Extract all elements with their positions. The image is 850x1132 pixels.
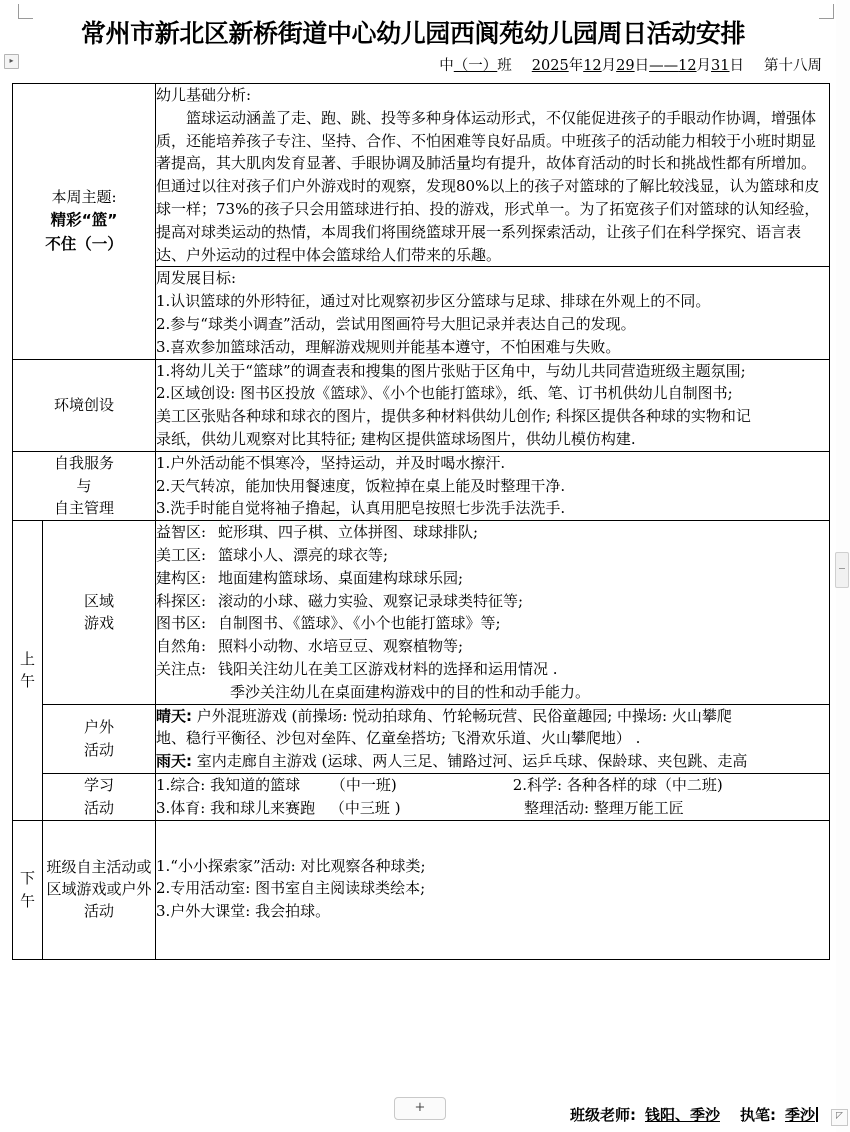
footer-signature [0, 1104, 836, 1125]
area-game-lead-6: 关注点: [156, 659, 207, 678]
sunny-label: 晴天: [156, 706, 192, 725]
self-service-label-line1: 自我服务 [53, 453, 114, 472]
outdoor-sunny-line-1 [156, 705, 829, 728]
weekly-plan-table [12, 83, 830, 960]
learning-label-line2: 活动 [83, 798, 114, 817]
environment-line-2: 2.区域创设: 图书区投放《篮球》、《小个也能打篮球》，纸、笔、订书机供幼儿自制图书; [156, 384, 733, 403]
outdoor-label-line1: 户外 [83, 717, 114, 736]
table-row-morning-learning [13, 773, 830, 820]
area-game-content-cell [156, 521, 830, 704]
learning-item-1: 1.综合: 我知道的篮球 [156, 775, 301, 794]
text-cursor [816, 1107, 818, 1122]
analysis-body: 篮球运动涵盖了走、跑、跳、投等多种身体运动形式，不仅能促进孩子的手眼动作协调，增强体质，还能培养孩子专注、坚持、合作、不怕困难等良好品质。中班孩子的活动能力相较于小班时期显著提高，其大肌肉发育显著、手眼协调及肺活量均有提升，故体育活动的时长和挑战性都有所增加。但通过以往对孩子们户外游戏时的观察，发现80%以上的孩子对篮球的了解比较浅显，认为篮球和皮球一样；73%的孩子只会用篮球进行拍、投的游戏，形式单一。为了拓宽孩子们对篮球的认知经验，提高对球类运动的热情，本周我们将围绕篮球开展一系列探索活动，让孩子们在科学探究、语言表达、户外运动的过程中体会篮球给人们带来的乐趣。 [156, 108, 820, 264]
area-game-lead-4: 图书区: [156, 614, 207, 633]
area-game-lead-1: 美工区: [156, 545, 207, 564]
outdoor-label-line2: 活动 [83, 740, 114, 759]
afternoon-content-cell [156, 820, 830, 959]
afternoon-item-3: 3.户外大课堂: 我会拍球。 [156, 902, 331, 921]
teacher-label: 班级老师: [569, 1106, 636, 1124]
area-game-focus-line [156, 658, 829, 681]
area-game-line [156, 590, 829, 613]
area-game-stub-cell [43, 521, 156, 704]
date-end-day: 31 [711, 58, 730, 74]
table-row-self-service [13, 451, 830, 520]
learning-row-1 [156, 774, 829, 797]
morning-label-line2: 午 [19, 672, 35, 691]
analysis-heading: 幼儿基础分析: [156, 86, 252, 104]
area-game-text-0: 蛇形琪、四子棋、立体拼图、球球排队; [218, 523, 479, 542]
table-row-morning-area-game [13, 521, 830, 704]
self-service-label-line3: 自主管理 [53, 499, 114, 518]
resize-grip-icon[interactable]: ◸ [831, 1109, 848, 1126]
day-unit-2: 日 [729, 58, 744, 74]
goal-item-1: 1.认识篮球的外形特征，通过对比观察初步区分篮球与足球、排球在外观上的不同。 [156, 292, 711, 311]
date-range-dash: —— [649, 58, 679, 74]
date-start-month: 12 [583, 58, 602, 74]
class-name: （一） [453, 58, 498, 74]
learning-item-2: 2.科学: 各种各样的球（中二班) [512, 775, 723, 794]
class-prefix: 中 [439, 58, 454, 74]
afternoon-label-line1: 下 [19, 868, 35, 887]
date-year: 2025 [531, 58, 569, 74]
learning-content-cell [156, 773, 830, 820]
afternoon-item-2: 2.专用活动室: 图书室自主阅读球类绘本; [156, 879, 426, 898]
date-start-day: 29 [616, 58, 635, 74]
date-end-month: 12 [678, 58, 697, 74]
self-service-content-cell [156, 451, 830, 520]
learning-stub-cell [43, 773, 156, 820]
page-title: 常州市新北区新桥街道中心幼儿园西阆苑幼儿园周日活动安排 [80, 19, 746, 48]
theme-stub-cell [13, 84, 156, 360]
environment-line-3: 美工区张贴各种球和球衣的图片，提供多种材料供幼儿创作; 科探区提供各种球的实物和记 [156, 407, 751, 426]
afternoon-label-line2: 午 [19, 891, 35, 910]
learning-item-1-wrap [156, 774, 513, 797]
area-game-focus-line-2: 季沙关注幼儿在桌面建构游戏中的目的性和动手能力。 [230, 682, 591, 701]
learning-item-3-wrap [156, 797, 500, 820]
area-game-lead-3: 科探区: [156, 591, 207, 610]
month-unit-1: 月 [601, 58, 617, 74]
basic-analysis-cell [156, 84, 830, 267]
ruler-toggle-icon[interactable]: ▸ [4, 54, 19, 69]
outdoor-rainy-line-1 [156, 750, 829, 773]
scrollbar-thumb[interactable] [835, 552, 849, 588]
year-unit: 年 [568, 58, 584, 74]
learning-label-line1: 学习 [83, 775, 114, 794]
afternoon-stub-cell [13, 820, 43, 959]
theme-name-line2: 不住（一） [45, 234, 123, 253]
learning-row-2 [156, 797, 829, 820]
area-game-text-6: 钱阳关注幼儿在美工区游戏材料的选择和运用情况 . [218, 659, 558, 678]
rainy-text-1: 室内走廊自主游戏 (运球、两人三足、铺路过河、运乒乓球、保龄球、夹包跳、走高 [196, 752, 748, 771]
outdoor-content-cell [156, 704, 830, 773]
area-game-line [156, 544, 829, 567]
area-game-label-line1: 区域 [83, 591, 114, 610]
morning-stub-cell [13, 521, 43, 820]
writer-label: 执笔: [739, 1106, 776, 1124]
vertical-scrollbar[interactable] [836, 0, 850, 1132]
area-game-line [156, 612, 829, 635]
self-service-item-3: 3.洗手时能自觉将袖子撸起，认真用肥皂按照七步洗手法洗手. [156, 499, 566, 518]
area-game-lead-2: 建构区: [156, 568, 207, 587]
area-game-line [156, 521, 829, 544]
environment-content-cell [156, 359, 830, 451]
sunny-text-1: 户外混班游戏 (前操场: 悦动拍球角、竹轮畅玩营、民俗童趣园; 中操场: 火山攀爬 [196, 706, 732, 725]
area-game-line [156, 567, 829, 590]
table-row-theme-analysis [13, 84, 830, 267]
area-game-text-4: 自制图书、《篮球》、《小个也能打篮球》等; [218, 614, 501, 633]
afternoon-item-1: 1.“小小探索家”活动: 对比观察各种球类; [156, 856, 426, 875]
writer-name: 季沙 [784, 1106, 815, 1124]
day-unit-1: 日 [634, 58, 650, 74]
learning-item-1-class: （中一班) [330, 775, 397, 794]
outdoor-sunny-line-2: 地、稳行平衡径、沙包对垒阵、亿童垒搭坊; 飞滑欢乐道、火山攀爬地） . [156, 729, 641, 748]
area-game-label-line2: 游戏 [83, 614, 114, 633]
environment-stub-cell: 环境创设 [13, 359, 156, 451]
weekly-goals-cell [156, 267, 830, 359]
outdoor-stub-cell [43, 704, 156, 773]
theme-name-line1: 精彩“篮” [50, 211, 118, 230]
self-service-stub-cell [13, 451, 156, 520]
goals-heading: 周发展目标: [156, 269, 237, 288]
area-game-lead-0: 益智区: [156, 523, 207, 542]
learning-item-3: 3.体育: 我和球儿来赛跑 [156, 798, 316, 817]
theme-label: 本周主题: [51, 188, 117, 207]
learning-item-3-class: （中三班 ) [329, 798, 401, 817]
area-game-line [156, 635, 829, 658]
rainy-label: 雨天: [156, 752, 192, 771]
area-game-text-3: 滚动的小球、磁力实验、观察记录球类特征等; [218, 591, 524, 610]
area-game-text-1: 篮球小人、漂亮的球衣等; [218, 545, 389, 564]
class-suffix: 班 [497, 58, 512, 74]
environment-line-4: 录纸，供幼儿观察对比其特征; 建构区提供篮球场图片，供幼儿模仿构建. [156, 429, 636, 448]
area-game-lead-5: 自然角: [156, 637, 207, 656]
area-game-text-2: 地面建构篮球场、桌面建构球球乐园; [218, 568, 464, 587]
table-row-environment [13, 359, 830, 451]
add-row-button[interactable]: + [394, 1097, 446, 1120]
self-service-item-2: 2.天气转凉，能加快用餐速度，饭粒掉在桌上能及时整理干净. [156, 476, 566, 495]
self-service-item-1: 1.户外活动能不惧寒冷，坚持运动，并及时喝水擦汗. [156, 453, 506, 472]
goal-item-2: 2.参与“球类小调查”活动，尝试用图画符号大胆记录并表达自己的发现。 [156, 314, 636, 333]
self-service-label-line2: 与 [76, 476, 92, 495]
environment-line-1: 1.将幼儿关于“篮球”的调查表和搜集的图片张贴于区角中，与幼儿共同营造班级主题氛围; [156, 361, 746, 380]
teacher-names: 钱阳、季沙 [644, 1106, 720, 1124]
table-row-morning-outdoor [13, 704, 830, 773]
learning-item-4: 整理活动: 整理万能工匠 [523, 798, 684, 817]
class-and-date-line [0, 54, 836, 75]
table-row-afternoon [13, 820, 830, 959]
week-number-label: 第十八周 [764, 58, 822, 74]
month-unit-2: 月 [696, 58, 712, 74]
goal-item-3: 3.喜欢参加篮球活动，理解游戏规则并能基本遵守，不怕困难与失败。 [156, 337, 621, 356]
afternoon-sub-stub-cell: 班级自主活动或区域游戏或户外活动 [43, 820, 156, 959]
morning-label-line1: 上 [19, 649, 35, 668]
area-game-text-5: 照料小动物、水培豆豆、观察植物等; [218, 637, 464, 656]
